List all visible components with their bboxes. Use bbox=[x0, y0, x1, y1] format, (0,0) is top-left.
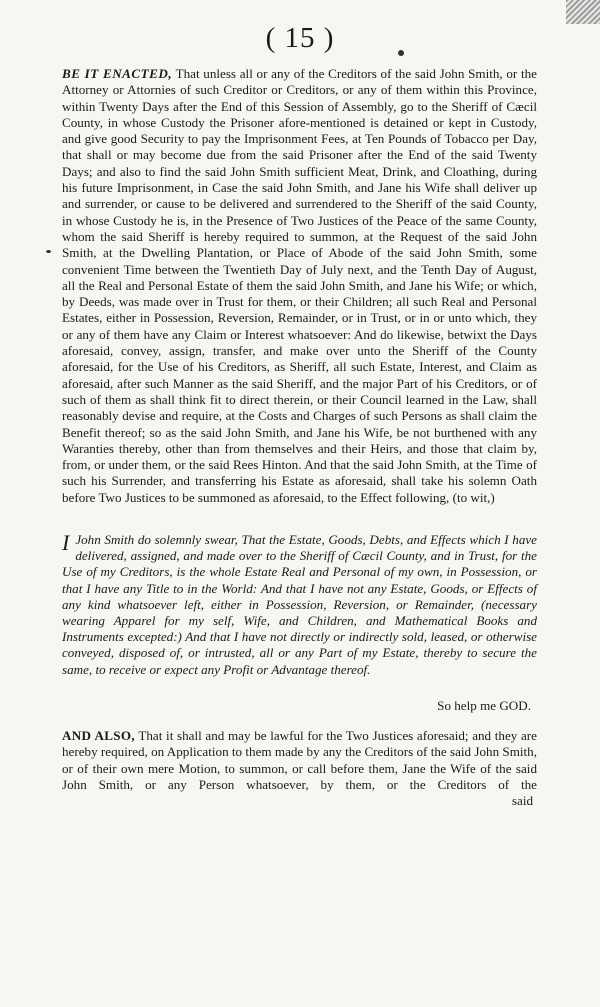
page-number: ( 15 ) bbox=[265, 22, 335, 54]
enacting-paragraph bbox=[62, 66, 537, 506]
and-also-lead: AND ALSO, bbox=[62, 728, 135, 744]
catchword: said bbox=[511, 793, 533, 809]
enacting-text: That unless all or any of the Creditors of the said John Smith, or the Attorney or Attornies of such Creditor or Creditors, or any of them within this Province, within Twenty Days after the End of this Session of Assembly, go to the Sheriff of Cæcil County, in whose Custody the Prisoner afore-mentioned is detained or kept in Custody, and give good Security to pay the Imprisonment Fees, at Ten Pounds of Tobacco per Day, that shall or may become due from the said Prisoner after the End of the said Twenty Days; and also to find the said John Smith sufficient Meat, Drink, and Cloathing, during his future Imprisonment, in Case the said John Smith, and Jane his Wife shall deliver up and surrender, or cause to be delivered and surrendered to the Sheriff of the said County, in whose Custody he is, in the Presence of Two Justices of the Peace of the same County, whom the said Sheriff is hereby required to summon, at the Request of the said John Smith, at the Dwelling Plantation, or Place of Abode of the said John Smith, some convenient Time between the Twentieth Day of July next, and the Tenth Day of August, all the Real and Personal Estate of them the said John Smith, and Jane his Wife; or which, by Deeds, was made over in Trust for them, or their Children; all such Real and Personal Estates, either in Possession, Reversion, Remainder, or in Trust, or in or unto which, they or any of them have any Claim or Interest whatsoever: And do likewise, betwixt the Days aforesaid, convey, assign, transfer, and make over unto the Sheriff of the County aforesaid, for the Use of his Creditors, as Sheriff, all such Estate, Interest, and Claim as aforesaid, after such Manner as the said Sheriff, and the major Part of his Creditors, or of such of them as shall think fit to direct therein, or their Council learned in the Law, shall reasonably devise and require, at the Costs and Charges of such Persons as shall claim the Benefit thereof; so as the said John Smith, and Jane his Wife, be not burthened with any Waranties thereby, other than from themselves and their Heirs, and those that claim by, from, or under them, or the said Rees Hinton. And that the said John Smith, at the Time of such his Surrender, and transferring his Estate as aforesaid, shall take his solemn Oath before Two Justices to be summoned as aforesaid, to the Effect following, (to wit,) bbox=[62, 66, 537, 505]
oath-text: John Smith do solemnly swear, That the Estate, Goods, Debts, and Effects which I have delivered, assigned, and made over to the Sheriff of Cæcil County, and in Trust, for the Use of my Creditors, is the whole Estate Real and Personal of my own, in Possession, or that I have any Title to in the World: And that I have not any Estate, Goods, or Effects of any kind whatsoever left, either in Possession, Reversion, or Remainder, (necessary wearing Apparel for my self, Wife, and Children, and Mathematical Books and Instruments excepted:) And that I have not directly or indirectly sold, leased, or otherwise conveyed, disposed of, or intrusted, all or any Part of my Estate, thereby to secure the same, to receive or expect any Profit or Advantage thereof. bbox=[62, 532, 537, 677]
oath-initial: I bbox=[62, 530, 70, 556]
document-body bbox=[62, 66, 537, 810]
enacting-lead: BE IT ENACTED, bbox=[62, 66, 173, 81]
ink-speck bbox=[46, 250, 51, 253]
and-also-text: That it shall and may be lawful for the Two Justices aforesaid; and they are hereby required, on Application to them made by any the Creditors of the said John Smith, or of their own mere Motion, to summon, or call before them, Jane the Wife of the said John Smith, or any Person whatsoever, by them, or the Creditors of the bbox=[62, 728, 537, 793]
and-also-paragraph bbox=[62, 728, 537, 793]
scan-edge-mark bbox=[566, 0, 600, 24]
oath-closing: So help me GOD. bbox=[437, 697, 531, 713]
oath-paragraph bbox=[62, 532, 537, 678]
